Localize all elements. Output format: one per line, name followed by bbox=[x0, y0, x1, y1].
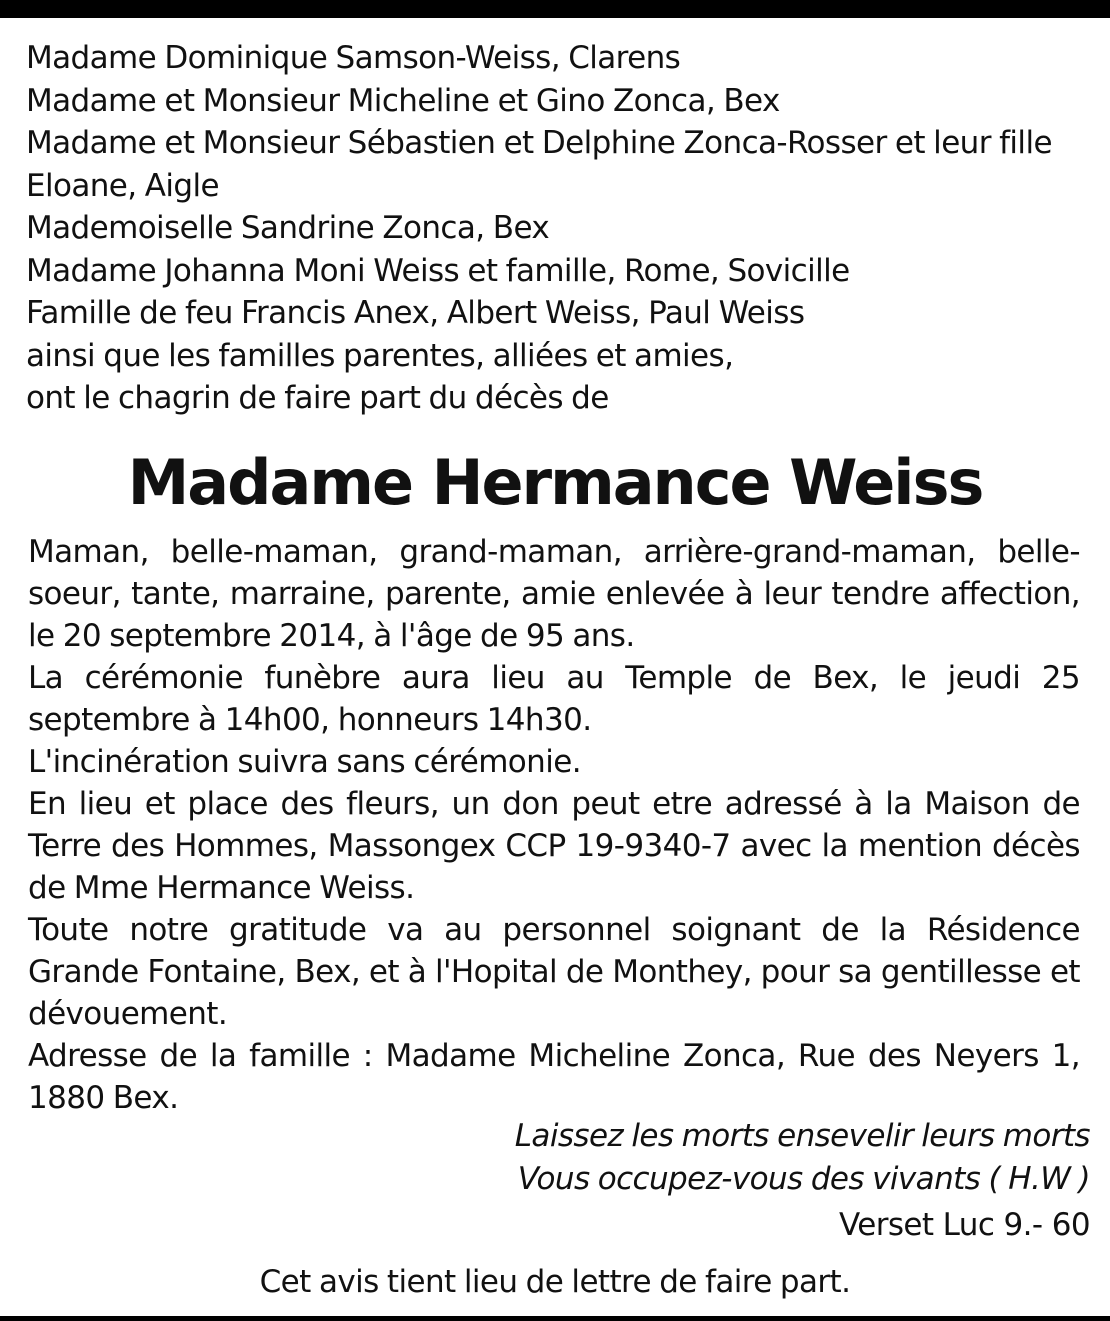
notice-paragraph: La cérémonie funèbre aura lieu au Temple de Bex, le jeudi 25 septembre à 14h00, honneurs 14h30. bbox=[28, 660, 1080, 738]
family-line: Madame et Monsieur Micheline et Gino Zonca, Bex bbox=[26, 82, 780, 119]
quote-line: Laissez les morts ensevelir leurs morts bbox=[514, 1118, 1090, 1154]
quote-line: Vous occupez-vous des vivants ( H.W ) bbox=[517, 1161, 1090, 1197]
family-line: ont le chagrin de faire part du décès de bbox=[26, 380, 609, 416]
family-line: Famille de feu Francis Anex, Albert Weiss, Paul Weiss bbox=[26, 295, 805, 331]
deceased-name-heading: Madame Hermance Weiss bbox=[127, 446, 983, 519]
family-line: Madame Johanna Moni Weiss et famille, Rome, Sovicille bbox=[26, 252, 850, 289]
bottom-border-rule bbox=[0, 1316, 1110, 1321]
family-line: Madame et Monsieur Sébastien et Delphine Zonca-Rosser et leur fille bbox=[26, 125, 1052, 161]
notice-paragraph: Maman, belle-maman, grand-maman, arrière-grand-maman, belle-soeur, tante, marraine, parente, amie enlevée à leur tendre affection, le 20 septembre 2014, à l'âge de 95 ans. bbox=[28, 534, 1080, 654]
closing-note: Cet avis tient lieu de lettre de faire part. bbox=[259, 1264, 851, 1300]
family-line: ainsi que les familles parentes, alliées et amies, bbox=[26, 337, 734, 374]
notice-paragraph: Adresse de la famille : Madame Micheline Zonca, Rue des Neyers 1, 1880 Bex. bbox=[28, 1038, 1080, 1116]
family-list bbox=[26, 37, 1086, 420]
family-line: Madame Dominique Samson-Weiss, Clarens bbox=[26, 40, 681, 76]
notice-paragraph: Toute notre gratitude va au personnel soignant de la Résidence Grande Fontaine, Bex, et à l'Hopital de Monthey, pour sa gentillesse et dévouement. bbox=[28, 912, 1080, 1032]
notice-body bbox=[28, 531, 1080, 1119]
family-line: Mademoiselle Sandrine Zonca, Bex bbox=[26, 210, 550, 246]
notice-paragraph: En lieu et place des fleurs, un don peut etre adressé à la Maison de Terre des Hommes, Massongex CCP 19-9340-7 avec la mention décès de Mme Hermance Weiss. bbox=[28, 786, 1080, 906]
top-border-rule bbox=[0, 0, 1110, 18]
quote-block bbox=[515, 1115, 1090, 1201]
verse-reference: Verset Luc 9.- 60 bbox=[839, 1207, 1090, 1243]
family-line: Eloane, Aigle bbox=[26, 167, 219, 204]
notice-paragraph: L'incinération suivra sans cérémonie. bbox=[28, 744, 581, 780]
